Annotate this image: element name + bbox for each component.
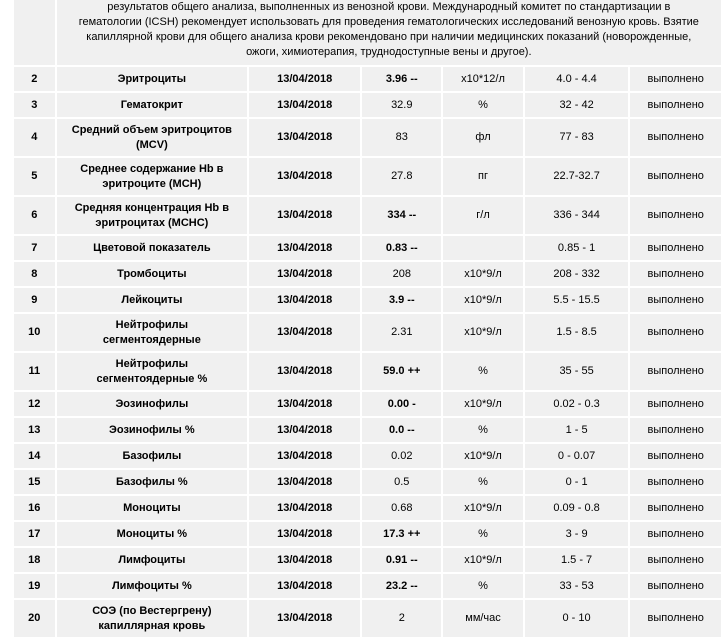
test-unit-text: % xyxy=(478,579,488,592)
row-number-text: 13 xyxy=(28,423,41,436)
test-date xyxy=(249,353,360,390)
test-date-text: 13/04/2018 xyxy=(277,397,333,410)
table-row xyxy=(14,158,721,195)
reference-range-text: 4.0 - 4.4 xyxy=(556,72,597,85)
test-unit xyxy=(443,119,522,156)
test-status-text: выполнено xyxy=(647,612,704,624)
row-number-text: 17 xyxy=(28,527,41,540)
test-status-text: выполнено xyxy=(647,553,704,566)
test-date xyxy=(249,158,360,195)
test-name xyxy=(57,574,248,598)
note-row xyxy=(14,0,721,65)
reference-range-text: 0 - 10 xyxy=(562,612,591,624)
test-unit xyxy=(443,353,522,390)
test-unit-text: x10*12/л xyxy=(461,72,505,85)
reference-range xyxy=(525,158,629,195)
test-name-text: Эозинофилы xyxy=(115,397,189,410)
test-unit-text: % xyxy=(478,98,488,111)
test-value xyxy=(362,470,441,494)
test-value-text: 208 xyxy=(392,267,411,280)
test-name xyxy=(57,158,248,195)
table-row xyxy=(14,470,721,494)
table-row xyxy=(14,548,721,572)
test-value xyxy=(362,158,441,195)
test-unit-text: г/л xyxy=(476,209,490,221)
test-status xyxy=(630,353,721,390)
row-number-text: 9 xyxy=(31,293,38,306)
table-row xyxy=(14,418,721,442)
row-number xyxy=(14,496,55,520)
test-value-text: 2.31 xyxy=(391,326,413,338)
test-date xyxy=(249,496,360,520)
test-date xyxy=(249,574,360,598)
test-status-text: выполнено xyxy=(647,326,704,338)
test-name-text: эритроцитах (MCHC) xyxy=(95,216,209,229)
reference-range-text: 336 - 344 xyxy=(553,209,600,221)
row-number-text: 15 xyxy=(28,475,41,488)
test-date-text: 13/04/2018 xyxy=(277,326,333,338)
test-unit xyxy=(443,600,522,637)
test-unit xyxy=(443,444,522,468)
test-value xyxy=(362,67,441,91)
test-date-text: 13/04/2018 xyxy=(277,72,333,85)
note-line: гематологии (ICSH) рекомендует использовать для проведения гематологических исследований венозную кровь. Взятие xyxy=(78,15,699,28)
test-date-text: 13/04/2018 xyxy=(277,475,333,488)
table-row xyxy=(14,119,721,156)
test-value-text: 17.3 ++ xyxy=(383,527,421,540)
row-number-text: 8 xyxy=(31,267,38,280)
test-status xyxy=(630,158,721,195)
reference-range-text: 35 - 55 xyxy=(559,365,594,377)
row-number xyxy=(14,418,55,442)
test-name-text: Тромбоциты xyxy=(117,267,187,280)
test-status-text: выполнено xyxy=(647,293,704,306)
test-status xyxy=(630,444,721,468)
test-value-text: 0.68 xyxy=(391,501,413,514)
note-spacer-cell xyxy=(14,0,55,65)
test-name xyxy=(57,353,248,390)
reference-range xyxy=(525,470,629,494)
reference-range xyxy=(525,119,629,156)
test-value-text: 0.91 -- xyxy=(385,553,418,566)
row-number-text: 11 xyxy=(28,365,41,377)
row-number-text: 7 xyxy=(31,241,38,254)
reference-range-text: 3 - 9 xyxy=(565,527,588,540)
test-date xyxy=(249,119,360,156)
table-row xyxy=(14,496,721,520)
test-name-text: Базофилы xyxy=(122,449,182,462)
table-row xyxy=(14,444,721,468)
test-name xyxy=(57,119,248,156)
test-value xyxy=(362,262,441,286)
test-status-text: выполнено xyxy=(647,209,704,221)
test-status xyxy=(630,574,721,598)
test-date-text: 13/04/2018 xyxy=(277,553,333,566)
test-name xyxy=(57,548,248,572)
table-row xyxy=(14,314,721,351)
test-date xyxy=(249,548,360,572)
test-status xyxy=(630,392,721,416)
test-unit xyxy=(443,392,522,416)
test-value xyxy=(362,444,441,468)
test-value xyxy=(362,548,441,572)
test-name xyxy=(57,197,248,234)
row-number-text: 3 xyxy=(31,98,38,111)
row-number xyxy=(14,67,55,91)
reference-range xyxy=(525,67,629,91)
row-number xyxy=(14,548,55,572)
test-date-text: 13/04/2018 xyxy=(277,293,333,306)
reference-range-text: 1 - 5 xyxy=(565,423,588,436)
reference-range xyxy=(525,262,629,286)
test-unit-text: x10*9/л xyxy=(464,267,502,280)
table-row xyxy=(14,392,721,416)
test-name-text: Базофилы % xyxy=(116,475,188,488)
test-value-text: 0.83 -- xyxy=(385,241,418,254)
test-value xyxy=(362,288,441,312)
test-status-text: выполнено xyxy=(647,365,704,377)
test-unit-text: % xyxy=(478,365,488,377)
reference-range xyxy=(525,418,629,442)
test-date-text: 13/04/2018 xyxy=(277,365,333,377)
test-name-text: Нейтрофилы xyxy=(115,318,189,331)
test-date xyxy=(249,93,360,117)
row-number xyxy=(14,392,55,416)
test-value-text: 32.9 xyxy=(391,98,413,111)
test-status-text: выполнено xyxy=(647,423,704,436)
test-date-text: 13/04/2018 xyxy=(277,501,333,514)
test-name-text: (MCV) xyxy=(135,138,168,151)
row-number-text: 6 xyxy=(31,209,38,221)
test-status-text: выполнено xyxy=(647,170,704,182)
table-row xyxy=(14,600,721,637)
test-status-text: выполнено xyxy=(647,501,704,514)
row-number-text: 5 xyxy=(31,170,38,182)
test-status xyxy=(630,600,721,637)
row-number xyxy=(14,470,55,494)
test-value xyxy=(362,197,441,234)
test-date xyxy=(249,392,360,416)
test-name xyxy=(57,93,248,117)
test-unit xyxy=(443,470,522,494)
row-number-text: 16 xyxy=(28,501,41,514)
test-status-text: выполнено xyxy=(647,397,704,410)
test-unit xyxy=(443,418,522,442)
test-unit xyxy=(443,67,522,91)
reference-range xyxy=(525,353,629,390)
test-value-text: 0.0 -- xyxy=(388,423,415,436)
test-name xyxy=(57,314,248,351)
test-unit xyxy=(443,158,522,195)
test-status xyxy=(630,262,721,286)
test-unit xyxy=(443,288,522,312)
note-line: капиллярной крови для общего анализа крови рекомендовано при наличии медицинских показаний (новорожденные, xyxy=(86,30,692,43)
test-value-text: 59.0 ++ xyxy=(383,365,421,377)
test-date-text: 13/04/2018 xyxy=(277,131,333,143)
test-status xyxy=(630,197,721,234)
test-value-text: 0.5 xyxy=(394,475,410,488)
test-status xyxy=(630,288,721,312)
test-unit-text: x10*9/л xyxy=(464,449,502,462)
test-name xyxy=(57,262,248,286)
test-value xyxy=(362,353,441,390)
test-status-text: выполнено xyxy=(647,449,704,462)
reference-range-text: 0.09 - 0.8 xyxy=(553,501,600,514)
test-date-text: 13/04/2018 xyxy=(277,267,333,280)
row-number-text: 4 xyxy=(31,131,38,143)
test-unit xyxy=(443,574,522,598)
test-date-text: 13/04/2018 xyxy=(277,612,333,624)
reference-range-text: 22.7-32.7 xyxy=(553,170,600,182)
test-date-text: 13/04/2018 xyxy=(277,98,333,111)
reference-range-text: 1.5 - 7 xyxy=(560,553,593,566)
reference-range xyxy=(525,236,629,260)
test-name-text: сегментоядерные % xyxy=(96,372,208,385)
test-value xyxy=(362,418,441,442)
table-row xyxy=(14,262,721,286)
test-date xyxy=(249,444,360,468)
test-date xyxy=(249,262,360,286)
test-status xyxy=(630,93,721,117)
test-date-text: 13/04/2018 xyxy=(277,241,333,254)
test-status-text: выполнено xyxy=(647,131,704,143)
reference-range-text: 208 - 332 xyxy=(553,267,600,280)
test-date-text: 13/04/2018 xyxy=(277,209,333,221)
test-unit-text: фл xyxy=(475,131,491,143)
table-row xyxy=(14,574,721,598)
test-name-text: Лейкоциты xyxy=(121,293,183,306)
reference-range-text: 0 - 1 xyxy=(565,475,588,488)
reference-range xyxy=(525,392,629,416)
test-name xyxy=(57,522,248,546)
reference-range-text: 0.02 - 0.3 xyxy=(553,397,600,410)
test-status xyxy=(630,67,721,91)
reference-range-text: 0.85 - 1 xyxy=(557,241,596,254)
test-unit-text: пг xyxy=(478,170,488,182)
test-value-text: 0.02 xyxy=(391,449,413,462)
reference-range xyxy=(525,444,629,468)
table-row xyxy=(14,67,721,91)
test-unit-text: x10*9/л xyxy=(464,553,502,566)
test-date-text: 13/04/2018 xyxy=(277,423,333,436)
test-status xyxy=(630,548,721,572)
test-unit-text: x10*9/л xyxy=(464,397,502,410)
test-status xyxy=(630,236,721,260)
test-name xyxy=(57,67,248,91)
test-unit-text: x10*9/л xyxy=(464,326,502,338)
row-number xyxy=(14,522,55,546)
test-value-text: 2 xyxy=(398,612,405,624)
reference-range xyxy=(525,496,629,520)
test-name-text: Эозинофилы % xyxy=(109,423,195,436)
test-value-text: 27.8 xyxy=(391,170,413,182)
test-unit xyxy=(443,197,522,234)
test-value xyxy=(362,496,441,520)
test-date xyxy=(249,470,360,494)
row-number xyxy=(14,574,55,598)
test-name xyxy=(57,418,248,442)
test-name-text: Средний объем эритроцитов xyxy=(71,123,232,136)
reference-range xyxy=(525,600,629,637)
test-unit xyxy=(443,496,522,520)
row-number xyxy=(14,119,55,156)
test-date-text: 13/04/2018 xyxy=(277,579,333,592)
test-unit-text: % xyxy=(478,423,488,436)
row-number xyxy=(14,262,55,286)
test-unit-text: x10*9/л xyxy=(464,293,502,306)
test-value xyxy=(362,236,441,260)
test-status xyxy=(630,522,721,546)
test-value xyxy=(362,574,441,598)
test-value xyxy=(362,392,441,416)
row-number xyxy=(14,197,55,234)
test-date xyxy=(249,600,360,637)
test-name-text: Эритроциты xyxy=(117,72,187,85)
reference-range xyxy=(525,314,629,351)
test-unit-text: x10*9/л xyxy=(464,501,502,514)
lab-results-table xyxy=(12,0,723,639)
test-value-text: 3.9 -- xyxy=(388,293,415,306)
row-number xyxy=(14,353,55,390)
test-name xyxy=(57,470,248,494)
reference-range xyxy=(525,288,629,312)
reference-range xyxy=(525,522,629,546)
reference-range-text: 32 - 42 xyxy=(559,98,594,111)
test-unit-text: % xyxy=(478,527,488,540)
reference-range-text: 1.5 - 8.5 xyxy=(556,326,597,338)
test-status xyxy=(630,418,721,442)
test-value xyxy=(362,314,441,351)
test-date xyxy=(249,236,360,260)
test-date-text: 13/04/2018 xyxy=(277,449,333,462)
test-value xyxy=(362,600,441,637)
row-number xyxy=(14,314,55,351)
test-name xyxy=(57,236,248,260)
row-number xyxy=(14,600,55,637)
test-name-text: Нейтрофилы xyxy=(115,357,189,370)
row-number-text: 12 xyxy=(28,397,41,410)
test-unit xyxy=(443,314,522,351)
row-number xyxy=(14,158,55,195)
test-unit-text: % xyxy=(478,475,488,488)
test-status xyxy=(630,470,721,494)
reference-range xyxy=(525,93,629,117)
test-name-text: сегментоядерные xyxy=(102,333,201,346)
reference-range xyxy=(525,574,629,598)
test-name-text: эритроците (MCH) xyxy=(102,177,202,190)
table-row xyxy=(14,197,721,234)
row-number-text: 10 xyxy=(28,326,41,338)
test-status-text: выполнено xyxy=(647,579,704,592)
test-name xyxy=(57,496,248,520)
test-status xyxy=(630,119,721,156)
reference-range xyxy=(525,548,629,572)
test-status-text: выполнено xyxy=(647,241,704,254)
test-status-text: выполнено xyxy=(647,267,704,280)
row-number-text: 20 xyxy=(28,612,41,624)
test-value-text: 83 xyxy=(395,131,408,143)
reference-range xyxy=(525,197,629,234)
test-value-text: 0.00 - xyxy=(387,397,416,410)
test-unit xyxy=(443,262,522,286)
row-number-text: 18 xyxy=(28,553,41,566)
test-value-text: 23.2 -- xyxy=(385,579,418,592)
test-status-text: выполнено xyxy=(647,98,704,111)
note-line: результатов общего анализа, выполненных из венозной крови. Международный комитет по стандартизации в xyxy=(107,0,671,13)
reference-range-text: 5.5 - 15.5 xyxy=(553,293,600,306)
test-date xyxy=(249,288,360,312)
test-date xyxy=(249,67,360,91)
test-value xyxy=(362,93,441,117)
test-date xyxy=(249,197,360,234)
test-name xyxy=(57,288,248,312)
test-date xyxy=(249,314,360,351)
test-unit xyxy=(443,522,522,546)
row-number-text: 2 xyxy=(31,72,38,85)
test-date-text: 13/04/2018 xyxy=(277,170,333,182)
test-name-text: Средняя концентрация Hb в xyxy=(74,201,229,214)
test-name-text: капиллярная кровь xyxy=(98,619,206,632)
test-name-text: Моноциты xyxy=(123,501,181,514)
test-unit xyxy=(443,548,522,572)
row-number-text: 14 xyxy=(28,449,41,462)
table-row xyxy=(14,288,721,312)
test-status-text: выполнено xyxy=(647,527,704,540)
table-row xyxy=(14,236,721,260)
reference-range-text: 77 - 83 xyxy=(559,131,594,143)
test-name-text: СОЭ (по Вестергрену) xyxy=(92,604,212,617)
test-status xyxy=(630,314,721,351)
test-date-text: 13/04/2018 xyxy=(277,527,333,540)
test-date xyxy=(249,522,360,546)
test-name xyxy=(57,600,248,637)
row-number xyxy=(14,444,55,468)
table-row xyxy=(14,93,721,117)
note-text xyxy=(57,0,721,65)
test-date xyxy=(249,418,360,442)
test-value xyxy=(362,522,441,546)
test-name-text: Цветовой показатель xyxy=(93,241,211,254)
test-status xyxy=(630,496,721,520)
test-value-text: 3.96 -- xyxy=(385,72,418,85)
test-name xyxy=(57,444,248,468)
test-name-text: Моноциты % xyxy=(116,527,188,540)
test-value xyxy=(362,119,441,156)
test-name-text: Среднее содержание Hb в xyxy=(80,162,224,175)
test-value-text: 334 -- xyxy=(387,209,417,221)
table-row xyxy=(14,522,721,546)
table-row xyxy=(14,353,721,390)
test-unit xyxy=(443,93,522,117)
test-unit-text: мм/час xyxy=(465,612,501,624)
row-number-text: 19 xyxy=(28,579,41,592)
test-status-text: выполнено xyxy=(647,72,704,85)
row-number xyxy=(14,288,55,312)
row-number xyxy=(14,236,55,260)
test-name-text: Лимфоциты xyxy=(118,553,186,566)
row-number xyxy=(14,93,55,117)
test-unit xyxy=(443,236,522,260)
reference-range-text: 33 - 53 xyxy=(559,579,594,592)
test-status-text: выполнено xyxy=(647,475,704,488)
test-name-text: Лимфоциты % xyxy=(111,579,192,592)
reference-range-text: 0 - 0.07 xyxy=(557,449,596,462)
note-line: ожоги, химиотерапия, труднодоступные вены и другое). xyxy=(246,45,532,58)
test-name-text: Гематокрит xyxy=(120,98,183,111)
test-name xyxy=(57,392,248,416)
